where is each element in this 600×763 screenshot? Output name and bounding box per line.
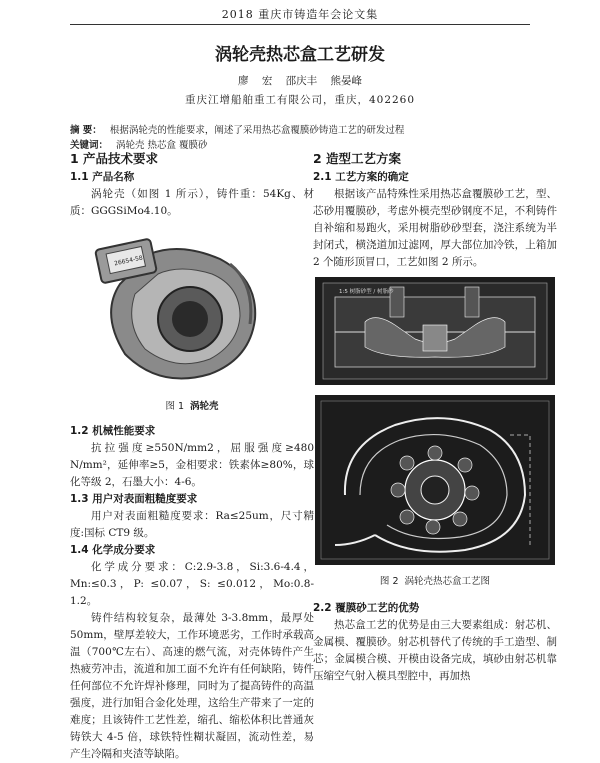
subsection-heading: 1.3 用户对表面粗糙度要求 bbox=[70, 493, 198, 505]
subsection-heading: 2.1 工艺方案的确定 bbox=[313, 171, 409, 183]
figure-label: 图 2 bbox=[379, 576, 399, 587]
paragraph: 铸件结构较复杂，最薄处 3-3.8mm，最厚处 50mm，壁厚差较大，工作环境恶劣，工作时承载高温（700℃左右）、高速的燃气流，对壳体铸件产生热疲劳冲击，流道和加工面不允许有任何缺陷，铸件任何部位不允许焊补修理，同时为了提高铸件的高温强度，进行加钼合金化处理，这给生产带来了一定的难度；且该铸件工艺性差，缩孔、缩松体积比普通灰铸铁大 4-5 倍，球铁特性糊状凝固，流动性差，易产生冷隔和夹渣等缺陷。 bbox=[70, 612, 314, 760]
figure-caption-text: 涡轮壳 bbox=[190, 401, 219, 412]
left-column bbox=[70, 150, 314, 763]
abstract bbox=[70, 122, 404, 136]
drawing-note: 1:5 树脂砂型 / 树脂砂 bbox=[339, 289, 394, 295]
paragraph: 热芯盒工艺的优势是由三大要素组成：射芯机、金属模、覆膜砂。射芯机替代了传统的手工造型、制芯；金属模合模、开模由设备完成，填砂由射芯机靠压缩空气射入模具型腔中，再加热 bbox=[313, 619, 557, 682]
subsection-heading: 1.1 产品名称 bbox=[70, 171, 135, 183]
running-header: 2018 重庆市铸造年会论文集 bbox=[221, 8, 379, 21]
right-column bbox=[313, 150, 557, 685]
subsection-heading: 1.4 化学成分要求 bbox=[70, 544, 156, 556]
figure-process-plan-drawing bbox=[315, 395, 555, 565]
paper-title: 涡轮壳热芯盒工艺研发 bbox=[215, 45, 385, 65]
figure-turbine-housing-photo bbox=[80, 224, 280, 392]
paragraph: 抗拉强度≥550N/mm2，屈服强度≥480 N/mm²，延伸率≥5，金相要求：铁素体≥80%，球化等级 2，石墨大小：4-6。 bbox=[70, 442, 314, 488]
section-heading: 2 造型工艺方案 bbox=[313, 151, 402, 166]
abstract-label: 摘 要： bbox=[70, 125, 102, 136]
abstract-text: 根据涡轮壳的性能要求，阐述了采用热芯盒覆膜砂铸造工艺的研发过程 bbox=[109, 125, 405, 136]
section-heading: 1 产品技术要求 bbox=[70, 151, 159, 166]
subsection-heading: 2.2 覆膜砂工艺的优势 bbox=[313, 602, 420, 614]
keywords bbox=[70, 137, 208, 151]
author: 廖 宏 bbox=[237, 75, 273, 87]
affiliation: 重庆江增船舶重工有限公司，重庆，402260 bbox=[184, 94, 416, 106]
figure-label: 图 1 bbox=[165, 401, 185, 412]
paragraph: 用户对表面粗糙度要求：Ra≤25um，尺寸精度:国标 CT9 级。 bbox=[70, 510, 314, 539]
subsection-heading: 1.2 机械性能要求 bbox=[70, 425, 156, 437]
header-rule bbox=[70, 24, 530, 25]
mould-plan-drawing bbox=[315, 395, 555, 565]
paragraph: 化学成分要求：C:2.9-3.8，Si:3.6-4.4，Mn:≤0.3，P: ≤0.07，S: ≤0.012，Mo:0.8-1.2。 bbox=[70, 561, 314, 607]
keywords-label: 关键词： bbox=[70, 140, 109, 151]
figure-caption bbox=[313, 573, 557, 590]
keywords-text: 涡轮壳 热芯盒 覆膜砂 bbox=[116, 140, 208, 151]
paragraph: 涡轮壳（如图 1 所示），铸件重：54Kg、材质：GGGSiMo4.10。 bbox=[70, 188, 314, 217]
figure-process-section-drawing bbox=[315, 277, 555, 385]
turbine-housing-image bbox=[80, 224, 280, 392]
figure-caption bbox=[70, 398, 314, 415]
authors bbox=[0, 73, 600, 88]
part-tag: 26654-58 bbox=[113, 254, 144, 268]
paragraph: 根据该产品特殊性采用热芯盒覆膜砂工艺，型、芯砂用覆膜砂，考虑外模壳型砂钢度不足，不利铸件自补缩和易跑火，采用树脂砂砂型套，浇注系统为半封闭式，横浇道加过滤网，厚大部位加冷铁，上箱加 2 个随形顶冒口，工艺如图 2 所示。 bbox=[313, 188, 557, 268]
author: 邵庆丰 bbox=[285, 75, 318, 87]
author: 熊晏峰 bbox=[330, 75, 363, 87]
mould-section-drawing bbox=[315, 277, 555, 385]
figure-caption-text: 涡轮壳热芯盒工艺图 bbox=[404, 576, 491, 587]
